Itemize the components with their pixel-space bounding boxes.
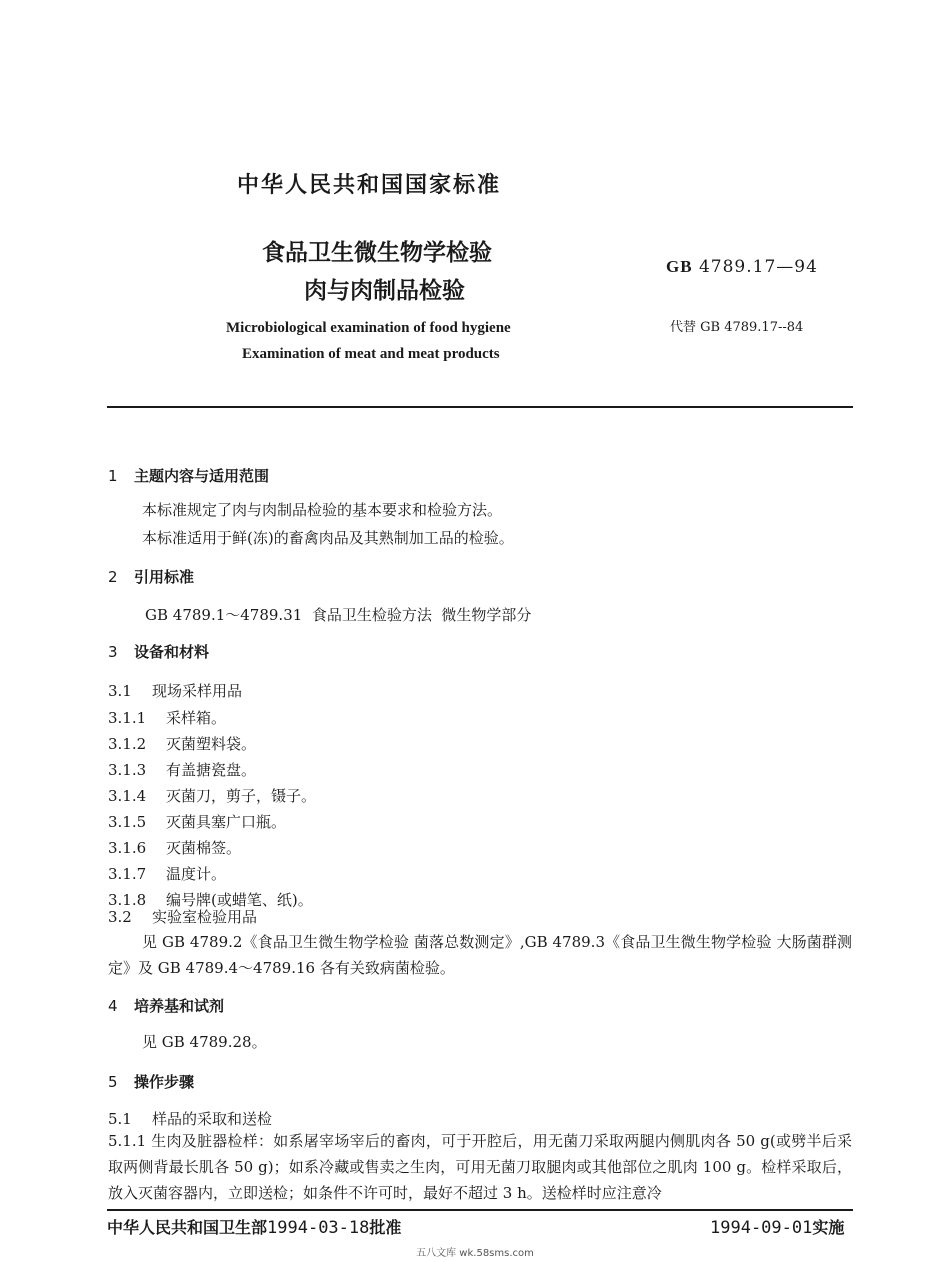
list-item-text: 现场采样用品: [152, 682, 243, 700]
list-item-number: 3.1.7: [108, 865, 147, 883]
footer-effective: [710, 1215, 844, 1238]
watermark: 五八文库 wk.58sms.com: [416, 1248, 534, 1259]
section-5-1-number: 5.1: [108, 1110, 132, 1128]
section-2-heading: [108, 566, 194, 587]
section-3-number: 3: [108, 643, 118, 661]
section-4-number: 4: [108, 997, 118, 1015]
section-1-title: 主题内容与适用范围: [134, 467, 270, 485]
list-item-number: 3.1.2: [108, 735, 147, 753]
footer-issuer: 中华人民共和国卫生部: [107, 1218, 268, 1237]
list-item: [108, 837, 241, 858]
section-3-title: 设备和材料: [134, 643, 210, 661]
footer-divider: [107, 1209, 853, 1211]
section-3-2-paragraph: 见 GB 4789.2《食品卫生微生物学检验 菌落总数测定》,GB 4789.3《食品卫生微生物学检验 大肠菌群测定》及 GB 4789.4～4789.16 各有关致病菌检验。: [108, 933, 852, 977]
section-1-paragraph-2: 本标准适用于鲜(冻)的畜禽肉品及其熟制加工品的检验。: [142, 529, 514, 547]
section-5-heading: [108, 1071, 194, 1092]
effective-date: 1994-09-01: [710, 1218, 813, 1238]
list-item-text: 编号牌(或蜡笔、纸)。: [166, 891, 313, 909]
section-5-1-1-paragraph: [108, 1128, 852, 1206]
standard-code-number: 4789.17—94: [698, 257, 818, 277]
list-item-text: 温度计。: [166, 865, 227, 883]
section-5-1-1-text: 生肉及脏器检样：如系屠宰场宰后的畜肉，可于开腔后，用无菌刀采取两腿内侧肌肉各 50 g(或劈半后采取两侧背最长肌各 50 g)；如系冷藏或售卖之生肉，可用无菌刀取腿肉或其他部位之肌肉 100 g。检样采取后，放入灭菌容器内，立即送检；如条件不许可时，最好不超过 3 h。送检样时应注意冷: [108, 1132, 852, 1202]
section-4-title: 培养基和试剂: [134, 997, 225, 1015]
list-item: [108, 680, 242, 701]
list-item: [108, 759, 256, 780]
list-item-text: 灭菌具塞广口瓶。: [166, 813, 287, 831]
section-2-title: 引用标准: [134, 568, 195, 586]
section-4-paragraph: 见 GB 4789.28。: [142, 1033, 267, 1051]
effective-label: 实施: [812, 1218, 845, 1237]
list-item-number: 3.2: [108, 908, 132, 926]
approve-date: 1994-03-18: [267, 1218, 370, 1238]
standard-title-line1: 食品卫生微生物学检验: [262, 240, 492, 266]
list-item-number: 3.1.8: [108, 891, 147, 909]
list-item-text: 灭菌棉签。: [166, 839, 242, 857]
list-item-text: 实验室检验用品: [152, 908, 258, 926]
standard-code-prefix: GB: [666, 257, 693, 276]
section-2-number: 2: [108, 568, 118, 586]
section-4-heading: [108, 995, 224, 1016]
list-item: [108, 785, 316, 806]
list-item: [108, 863, 226, 884]
section-5-number: 5: [108, 1073, 118, 1091]
header-divider: [107, 406, 853, 408]
section-5-1-1-number: 5.1.1: [108, 1132, 147, 1150]
section-5-1-title: 样品的采取和送检: [152, 1110, 273, 1128]
list-item: [108, 811, 286, 832]
list-item-text: 有盖搪瓷盘。: [166, 761, 257, 779]
national-standard-heading: 中华人民共和国国家标准: [237, 173, 502, 198]
list-item-number: 3.1.1: [108, 709, 147, 727]
section-1-heading: [108, 465, 269, 486]
list-item-number: 3.1: [108, 682, 132, 700]
section-1-paragraph-1: 本标准规定了肉与肉制品检验的基本要求和检验方法。: [142, 501, 503, 519]
list-item: [108, 707, 226, 728]
list-item-number: 3.1.3: [108, 761, 147, 779]
standard-code: [666, 257, 818, 277]
list-item: [108, 906, 257, 927]
list-item-text: 灭菌塑料袋。: [166, 735, 257, 753]
list-item-text: 采样箱。: [166, 709, 227, 727]
list-item-number: 3.1.6: [108, 839, 147, 857]
footer-approval: [107, 1215, 401, 1238]
list-item-text: 灭菌刀，剪子，镊子。: [166, 787, 317, 805]
section-3-heading: [108, 641, 209, 662]
section-5-1-heading: [108, 1108, 272, 1129]
list-item-number: 3.1.5: [108, 813, 147, 831]
approve-label: 批准: [369, 1218, 402, 1237]
english-title-line1: Microbiological examination of food hygiene: [226, 320, 511, 336]
section-1-number: 1: [108, 467, 118, 485]
section-2-reference: GB 4789.1～4789.31 食品卫生检验方法 微生物学部分: [145, 606, 532, 624]
standard-title-line2: 肉与肉制品检验: [304, 278, 465, 304]
section-5-title: 操作步骤: [134, 1073, 195, 1091]
list-item-number: 3.1.4: [108, 787, 147, 805]
replaces-standard: 代替 GB 4789.17--84: [670, 320, 804, 335]
list-item: [108, 733, 256, 754]
english-title-line2: Examination of meat and meat products: [242, 346, 500, 362]
